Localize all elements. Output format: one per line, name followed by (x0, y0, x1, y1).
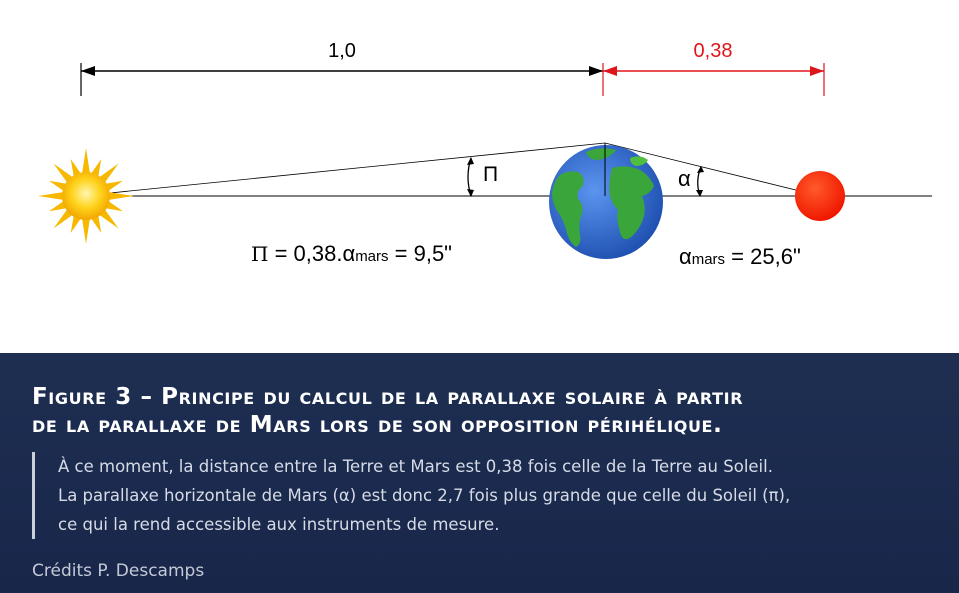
pi-formula (251, 241, 452, 266)
figure-description (32, 452, 938, 539)
distance-label-earth-mars: 0,38 (693, 40, 733, 62)
mars-icon (795, 171, 845, 221)
figure-title (32, 383, 932, 439)
distance-arrow-earth-mars (603, 63, 824, 96)
distance-label-sun-earth: 1,0 (328, 40, 356, 62)
angle-label-alpha: α (678, 166, 691, 191)
pi-formula-symbol: Π (251, 242, 269, 266)
alpha-formula-suffix: = 25,6" (725, 244, 801, 269)
figure-title-line1: Figure 3 – Principe du calcul de la parallaxe solaire à partir (32, 384, 744, 410)
earth-icon (549, 143, 663, 259)
pi-formula-prefix: = 0,38.α (268, 241, 356, 266)
alpha-formula-prefix: α (679, 244, 692, 269)
description-line: La parallaxe horizontale de Mars (α) est donc 2,7 fois plus grande que celle du Soleil (π), (58, 486, 791, 505)
figure-caption (0, 353, 959, 593)
description-line: À ce moment, la distance entre la Terre et Mars est 0,38 fois celle de la Terre au Soleil. (58, 457, 773, 476)
pi-formula-suffix: = 9,5" (388, 241, 452, 266)
sight-line-sun (90, 143, 605, 195)
pi-formula-subscript: mars (355, 248, 389, 265)
alpha-formula (679, 244, 801, 269)
sun-icon (21, 131, 151, 261)
alpha-formula-subscript: mars (691, 251, 726, 268)
distance-arrow-sun-earth (81, 63, 603, 96)
figure-title-line2: de la parallaxe de Mars lors de son opposition périhélique. (32, 412, 723, 438)
description-line: ce qui la rend accessible aux instruments de mesure. (58, 515, 500, 534)
angle-label-pi: Π (483, 163, 499, 186)
figure-credit: Crédits P. Descamps (32, 561, 205, 581)
